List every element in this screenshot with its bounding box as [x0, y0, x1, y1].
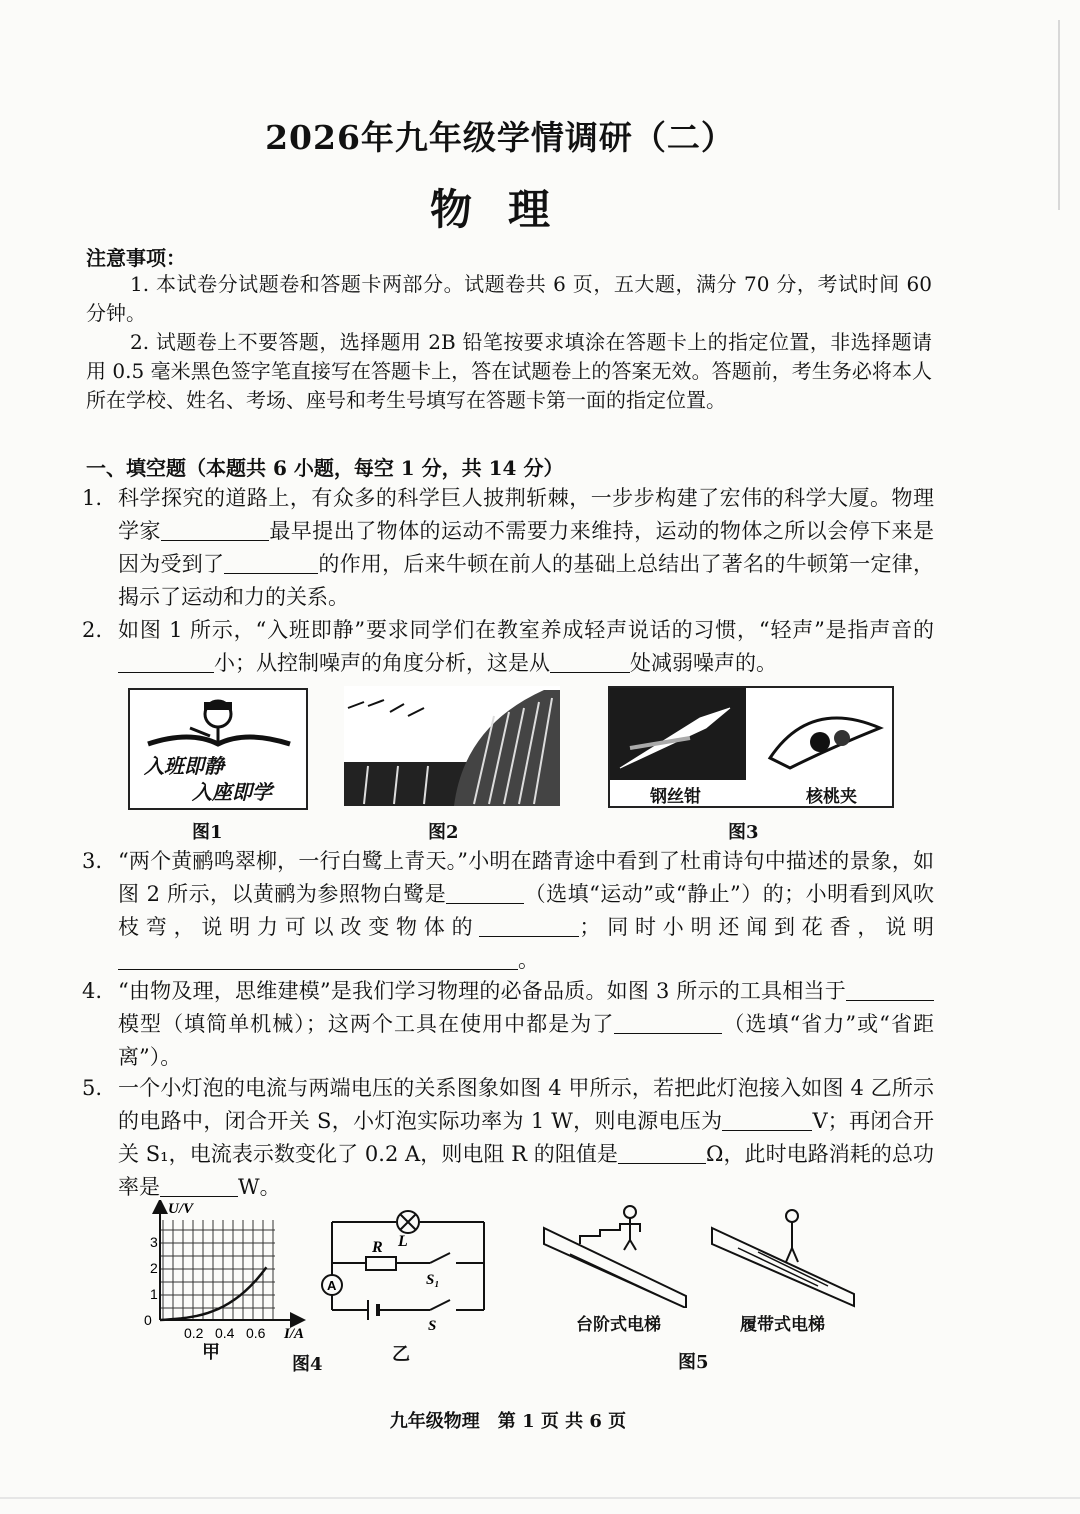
graph-x-tick: 0.6	[246, 1325, 266, 1341]
answer-blank[interactable]	[846, 978, 934, 1001]
answer-blank[interactable]	[446, 881, 524, 904]
figure-1-slogan-2: 入座即学	[192, 780, 272, 804]
figure-3-drawing	[610, 688, 892, 780]
notice-item-2	[86, 328, 932, 415]
question-text: 模型（填简单机械）；这两个工具在使用中都是为了	[118, 1012, 615, 1036]
lamp-label: L	[398, 1233, 408, 1250]
answer-blank[interactable]	[479, 914, 579, 937]
figure-3-label-nutcracker: 核桃夹	[806, 787, 857, 807]
answer-blank[interactable]	[618, 1141, 706, 1164]
figure-1	[128, 688, 308, 810]
question-text: V；再闭合开关 S₁，电流表示数变化了 0.2 A，则电阻 R 的阻值是	[118, 1109, 934, 1166]
notice-heading: 注意事项：	[86, 246, 186, 270]
question-text: 最早提出了物体的运动不需要力来维持，运动的物体之所以会停下来是因为受到了	[118, 519, 935, 576]
question-5	[82, 1072, 934, 1204]
question-text: “两个黄鹂鸣翠柳，一行白鹭上青天。”小明在踏青途中看到了杜甫诗句中描述的景象，如图 2 所示，以黄鹂为参照物白鹭是	[118, 849, 934, 906]
question-text: Ω，此时电路消耗的总功率是	[118, 1142, 934, 1199]
question-number: 4.	[82, 979, 103, 1003]
figure-5-step-svg	[540, 1204, 690, 1308]
graph-x-tick: 0.2	[184, 1325, 204, 1341]
figure-3	[608, 686, 894, 808]
figure-3-label-pliers: 钢丝钳	[650, 787, 701, 807]
notice-item-1	[86, 270, 932, 328]
figure-5-caption: 图5	[678, 1352, 709, 1373]
resistor-label: R	[372, 1239, 383, 1256]
figure-4a-svg	[140, 1200, 320, 1350]
notice-item-2-text: 2. 试题卷上不要答题，选择题用 2B 铅笔按要求填涂在答题卡上的指定位置，非选择题请用 0.5 毫米黑色签字笔直接写在答题卡上，答在试题卷上的答案无效。答题前，考生务必将本人所在学校、姓名、考场、座号和考生号填写在答题卡第一面的指定位置。	[86, 330, 932, 412]
question-number: 1.	[82, 486, 103, 510]
figure-4a-graph	[140, 1200, 320, 1350]
answer-blank[interactable]	[614, 1011, 722, 1034]
figure-4b-svg	[318, 1206, 498, 1336]
question-number: 3.	[82, 849, 103, 873]
question-number: 5.	[82, 1076, 103, 1100]
graph-y-tick: 2	[150, 1260, 158, 1276]
question-text: 一个小灯泡的电流与两端电压的关系图象如图 4 甲所示，若把此灯泡接入如图 4 乙所示的电路中，闭合开关 S，小灯泡实际功率为 1 W，则电源电压为	[118, 1076, 934, 1133]
switch-s1-label: S₁	[426, 1272, 440, 1288]
figure-1-caption: 图1	[192, 822, 223, 843]
graph-x-tick: 0.4	[215, 1325, 235, 1341]
question-text: “由物及理，思维建模”是我们学习物理的必备品质。如图 3 所示的工具相当于	[118, 979, 846, 1003]
section-heading: 一、填空题（本题共 6 小题，每空 1 分，共 14 分）	[86, 456, 564, 480]
graph-y-tick: 0	[144, 1312, 152, 1328]
question-text: 处减弱噪声的。	[630, 651, 777, 675]
question-text: 。	[518, 948, 539, 972]
answer-blank[interactable]	[224, 551, 318, 574]
answer-blank[interactable]	[722, 1108, 812, 1131]
question-number: 2.	[82, 618, 103, 642]
graph-y-axis-label: U/V	[168, 1201, 194, 1217]
figure-4b-circuit	[318, 1206, 498, 1336]
question-3	[82, 845, 934, 977]
figure-2-caption: 图2	[428, 822, 459, 843]
answer-blank[interactable]	[161, 518, 269, 541]
question-text: 科学探究的道路上，有众多的科学巨人披荆斩棘，一步步构建了宏伟的科学大厦。物理学家	[118, 486, 934, 543]
figure-2	[344, 686, 560, 806]
figure-5-belt-escalator	[708, 1208, 858, 1308]
answer-blank[interactable]	[118, 650, 214, 673]
question-4	[82, 975, 934, 1074]
page-edge-line	[1058, 20, 1060, 210]
page-title: 2026年九年级学情调研（二）	[265, 118, 735, 157]
answer-blank[interactable]	[118, 947, 518, 970]
question-2	[82, 614, 934, 680]
notice-item-1-text: 1. 本试卷分试题卷和答题卡两部分。试题卷共 6 页，五大题，满分 70 分，考试时间 60 分钟。	[86, 272, 932, 325]
figure-5-label-belt: 履带式电梯	[740, 1315, 825, 1335]
figure-2-drawing	[344, 686, 560, 806]
page-bottom-line	[0, 1497, 1080, 1499]
answer-blank[interactable]	[550, 650, 630, 673]
question-text: （选填“省力”或“省距离”）。	[118, 1012, 934, 1069]
figure-5-belt-svg	[708, 1208, 858, 1308]
figure-3-caption: 图3	[728, 822, 759, 843]
question-text: W。	[238, 1175, 281, 1199]
question-1	[82, 482, 934, 614]
figure-5-label-step: 台阶式电梯	[576, 1315, 661, 1335]
switch-s-label: S	[428, 1318, 437, 1334]
graph-y-tick: 1	[150, 1286, 158, 1302]
graph-y-tick: 3	[150, 1234, 158, 1250]
ammeter-symbol: A	[327, 1278, 337, 1293]
graph-x-axis-label: I/A	[284, 1326, 305, 1342]
question-text: （选填“运动”或“静止”）的；小明看到风吹枝弯，说明力可以改变物体的	[118, 882, 934, 939]
subject-title: 物理	[429, 185, 586, 234]
question-text: 的作用，后来牛顿在前人的基础上总结出了著名的牛顿第一定律，揭示了运动和力的关系。	[118, 552, 935, 609]
question-text: 小；从控制噪声的角度分析，这是从	[214, 651, 550, 675]
figure-4b-sublabel: 乙	[392, 1344, 410, 1365]
question-text: 如图 1 所示，“入班即静”要求同学们在教室养成轻声说话的习惯，“轻声”是指声音的	[118, 618, 934, 642]
answer-blank[interactable]	[160, 1174, 238, 1197]
figure-4-caption: 图4	[292, 1354, 323, 1375]
question-text: ；同时小明还闻到花香，说明	[579, 915, 935, 939]
figure-1-slogan-1: 入班即静	[144, 754, 224, 778]
page-footer: 九年级物理 第 1 页 共 6 页	[389, 1411, 627, 1432]
figure-5-step-escalator	[540, 1204, 690, 1308]
figure-4a-sublabel: 甲	[202, 1342, 220, 1363]
